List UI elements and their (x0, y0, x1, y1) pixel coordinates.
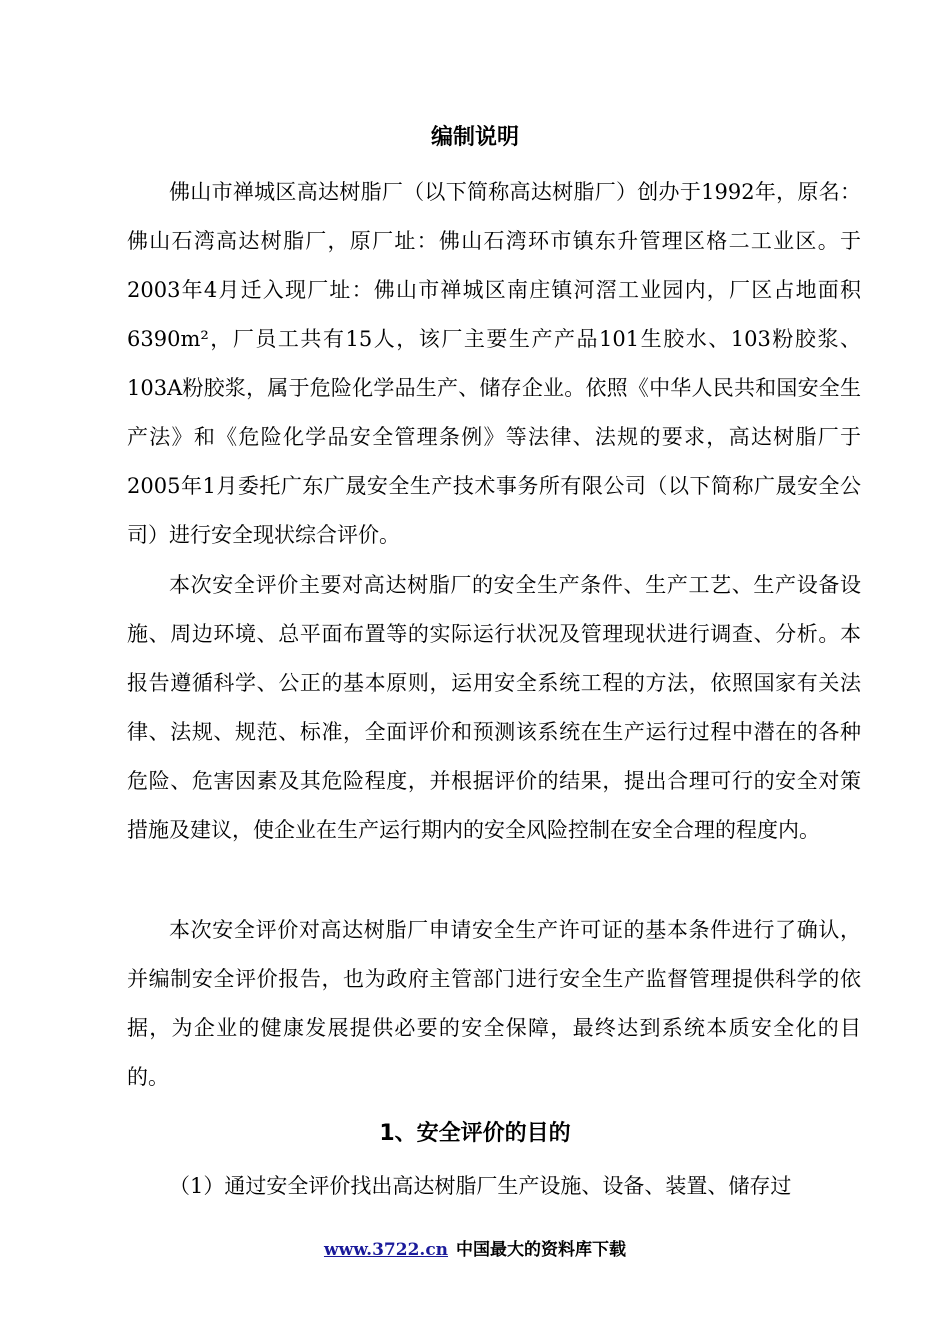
footer-text: 中国最大的资料库下载 (456, 1240, 627, 1260)
section-heading: 1、安全评价的目的 (379, 1121, 571, 1146)
paragraph-scope: 本次安全评价主要对高达树脂厂的安全生产条件、生产工艺、生产设备设施、周边环境、总平面布置等的实际运行状况及管理现状进行调查、分析。本报告遵循科学、公正的基本原则，运用安全系统工程的方法，依照国家有关法律、法规、规范、标准，全面评价和预测该系统在生产运行过程中潜在的各种危险、危害因素及其危险程度，并根据评价的结果，提出合理可行的安全对策措施及建议，使企业在生产运行期内的安全风险控制在安全合理的程度内。 (127, 573, 861, 842)
document-title: 编制说明 (430, 125, 519, 150)
page-footer (0, 1237, 950, 1263)
paragraph-purpose: 本次安全评价对高达树脂厂申请安全生产许可证的基本条件进行了确认，并编制安全评价报告，也为政府主管部门进行安全生产监督管理提供科学的依据，为企业的健康发展提供必要的安全保障，最终达到系统本质安全化的目的。 (127, 918, 861, 1089)
paragraph-intro: 佛山市禅城区高达树脂厂（以下简称高达树脂厂）创办于1992年，原名：佛山石湾高达树脂厂，原厂址：佛山石湾环市镇东升管理区格二工业区。于2003年4月迁入现厂址：佛山市禅城区南庄镇河滘工业园内，厂区占地面积6390m²，厂员工共有15人，该厂主要生产产品101生胶水、103粉胶浆、103A粉胶浆，属于危险化学品生产、储存企业。依照《中华人民共和国安全生产法》和《危险化学品安全管理条例》等法律、法规的要求，高达树脂厂于2005年1月委托广东广晟安全生产技术事务所有限公司（以下简称广晟安全公司）进行安全现状综合评价。 (127, 180, 861, 547)
footer-link[interactable]: www.3722.cn (323, 1240, 449, 1260)
list-item: （1）通过安全评价找出高达树脂厂生产设施、设备、装置、储存过 (169, 1174, 792, 1198)
